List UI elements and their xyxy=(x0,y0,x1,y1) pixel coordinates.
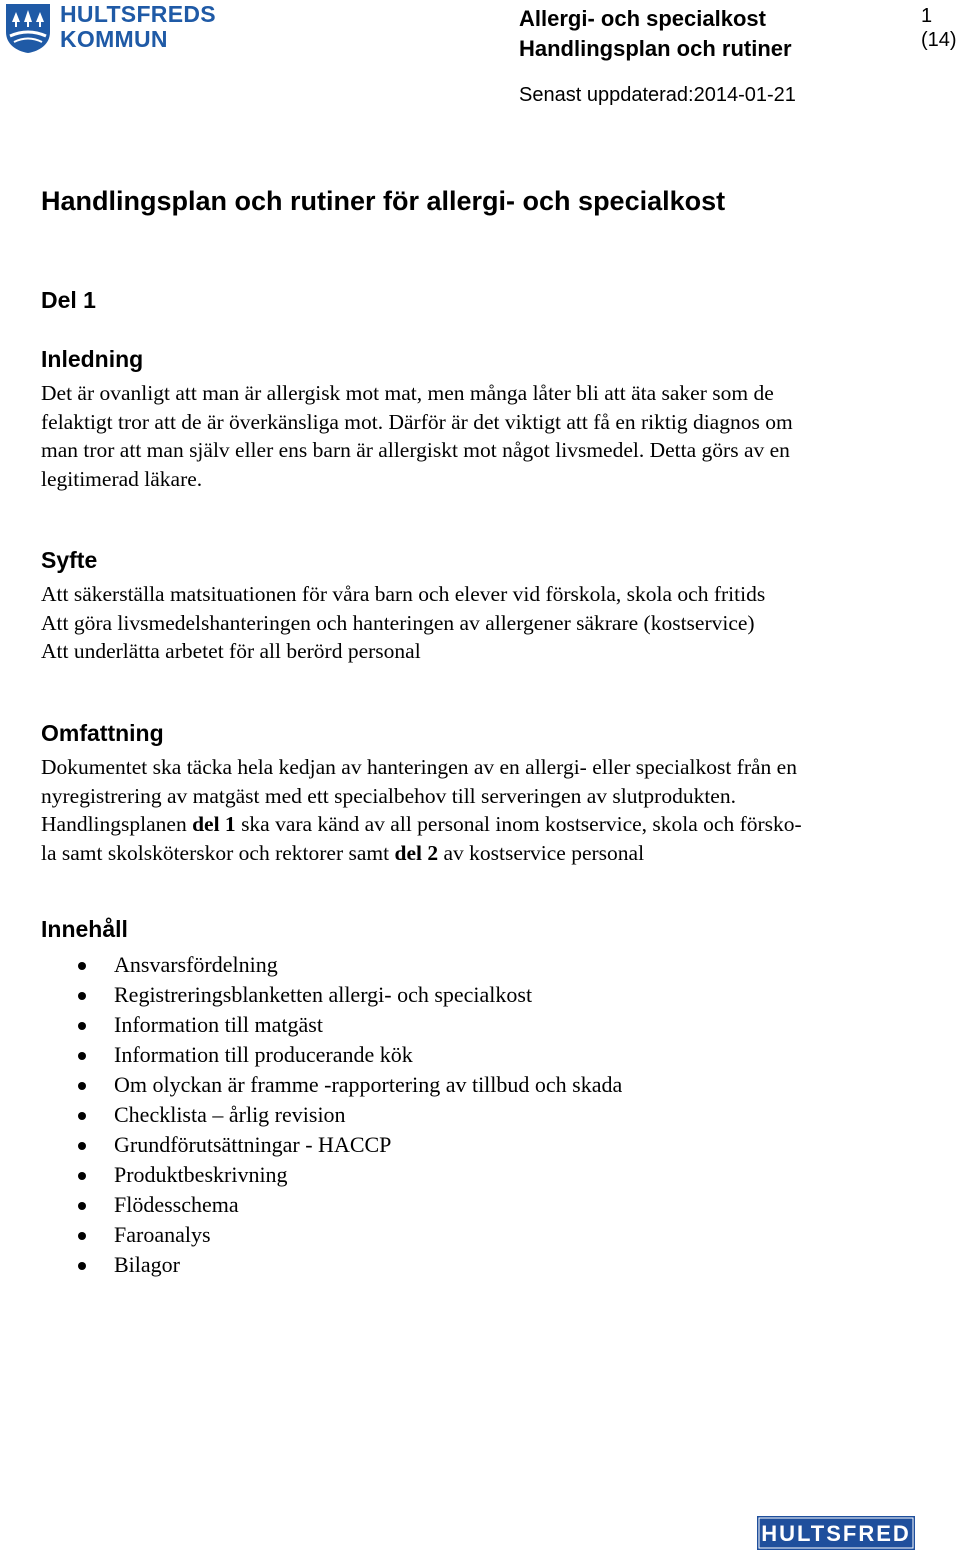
footer-logo-text: HULTSFRED xyxy=(761,1521,911,1546)
page-number xyxy=(921,4,957,52)
text-line: Dokumentet ska täcka hela kedjan av hanteringen av en allergi- eller specialkost från en xyxy=(41,755,797,779)
bullet-icon xyxy=(78,992,86,1000)
text-line: nyregistrering av matgäst med ett specialbehov till serveringen av slutprodukten. xyxy=(41,783,736,808)
bullet-icon xyxy=(78,1112,86,1120)
list-item xyxy=(0,1220,622,1250)
text-line: Det är ovanligt att man är allergisk mot mat, men många låter bli att äta saker som de xyxy=(41,381,774,405)
page-total: (14) xyxy=(921,29,957,51)
contents-list xyxy=(0,950,622,1280)
list-item xyxy=(0,1040,622,1070)
bullet-icon xyxy=(78,1082,86,1090)
bullet-icon xyxy=(78,962,86,970)
logo-line-1: HULTSFREDS xyxy=(60,1,216,27)
list-item-label: Om olyckan är framme -rapportering av tillbud och skada xyxy=(114,1072,623,1097)
doc-title-line-2: Handlingsplan och rutiner xyxy=(519,36,792,61)
list-item-label: Produktbeskrivning xyxy=(114,1162,288,1187)
bold-text: del 1 xyxy=(192,812,236,837)
list-item xyxy=(0,1070,622,1100)
text-line xyxy=(41,839,921,868)
list-item xyxy=(0,1160,622,1190)
list-item-label: Faroanalys xyxy=(114,1222,211,1247)
bullet-icon xyxy=(78,1232,86,1240)
text-segment: ska vara känd av all personal inom kostservice, skola och försko- xyxy=(235,812,802,837)
bullet-icon xyxy=(78,1142,86,1150)
heading-inledning: Inledning xyxy=(41,346,144,372)
text-line: Att underlätta arbetet för all berörd personal xyxy=(41,639,421,664)
text-line: legitimerad läkare. xyxy=(41,467,203,492)
municipality-logo xyxy=(4,2,214,56)
list-item xyxy=(0,950,622,980)
hultsfred-wordmark xyxy=(754,1513,918,1553)
coat-of-arms-icon xyxy=(4,2,52,54)
text-segment: la samt skolsköterskor och rektorer samt xyxy=(41,841,395,866)
bullet-icon xyxy=(78,1202,86,1210)
last-updated: Senast uppdaterad:2014-01-21 xyxy=(519,84,796,106)
heading-omfattning: Omfattning xyxy=(41,720,164,746)
list-item-label: Grundförutsättningar - HACCP xyxy=(114,1132,392,1157)
heading-innehall: Innehåll xyxy=(41,916,128,942)
doc-title-line-1: Allergi- och specialkost xyxy=(519,6,766,31)
list-item xyxy=(0,1250,622,1280)
list-item-label: Checklista – årlig revision xyxy=(114,1102,346,1127)
list-item-label: Flödesschema xyxy=(114,1192,239,1217)
bullet-icon xyxy=(78,1172,86,1180)
list-item-label: Information till producerande kök xyxy=(114,1042,413,1067)
text-segment: Handlingsplanen xyxy=(41,812,193,837)
page-current: 1 xyxy=(921,5,933,27)
paragraph-omfattning xyxy=(41,753,921,868)
document-title xyxy=(519,4,792,64)
list-item-label: Registreringsblanketten allergi- och specialkost xyxy=(114,982,533,1007)
page-title: Handlingsplan och rutiner för allergi- och specialkost xyxy=(41,186,726,216)
text-line: Att göra livsmedelshanteringen och hanteringen av allergener säkrare (kostservice) xyxy=(41,610,755,635)
bold-text: del 2 xyxy=(394,841,439,866)
bullet-icon xyxy=(78,1022,86,1030)
text-line: felaktigt tror att de är överkänsliga mot. Därför är det viktigt att få en riktig diagnos om xyxy=(41,409,793,434)
text-line: Att säkerställa matsituationen för våra barn och elever vid förskola, skola och fritids xyxy=(41,582,766,606)
list-item xyxy=(0,1100,622,1130)
footer-logo xyxy=(754,1513,918,1553)
heading-syfte: Syfte xyxy=(41,547,98,573)
list-item xyxy=(0,1130,622,1160)
text-line: man tror att man själv eller ens barn är allergiskt mot något livsmedel. Detta görs av en xyxy=(41,438,790,463)
bullet-icon xyxy=(78,1262,86,1270)
list-item-label: Information till matgäst xyxy=(114,1012,323,1037)
list-item xyxy=(0,1190,622,1220)
list-item xyxy=(0,980,622,1010)
text-line xyxy=(41,810,921,839)
list-item xyxy=(0,1010,622,1040)
list-item-label: Bilagor xyxy=(114,1252,180,1277)
text-segment: av kostservice personal xyxy=(438,841,645,866)
paragraph-syfte xyxy=(41,580,921,666)
logo-line-2: KOMMUN xyxy=(60,26,168,52)
part-label: Del 1 xyxy=(41,287,96,313)
paragraph-inledning xyxy=(41,379,921,494)
list-item-label: Ansvarsfördelning xyxy=(114,952,278,977)
bullet-icon xyxy=(78,1052,86,1060)
